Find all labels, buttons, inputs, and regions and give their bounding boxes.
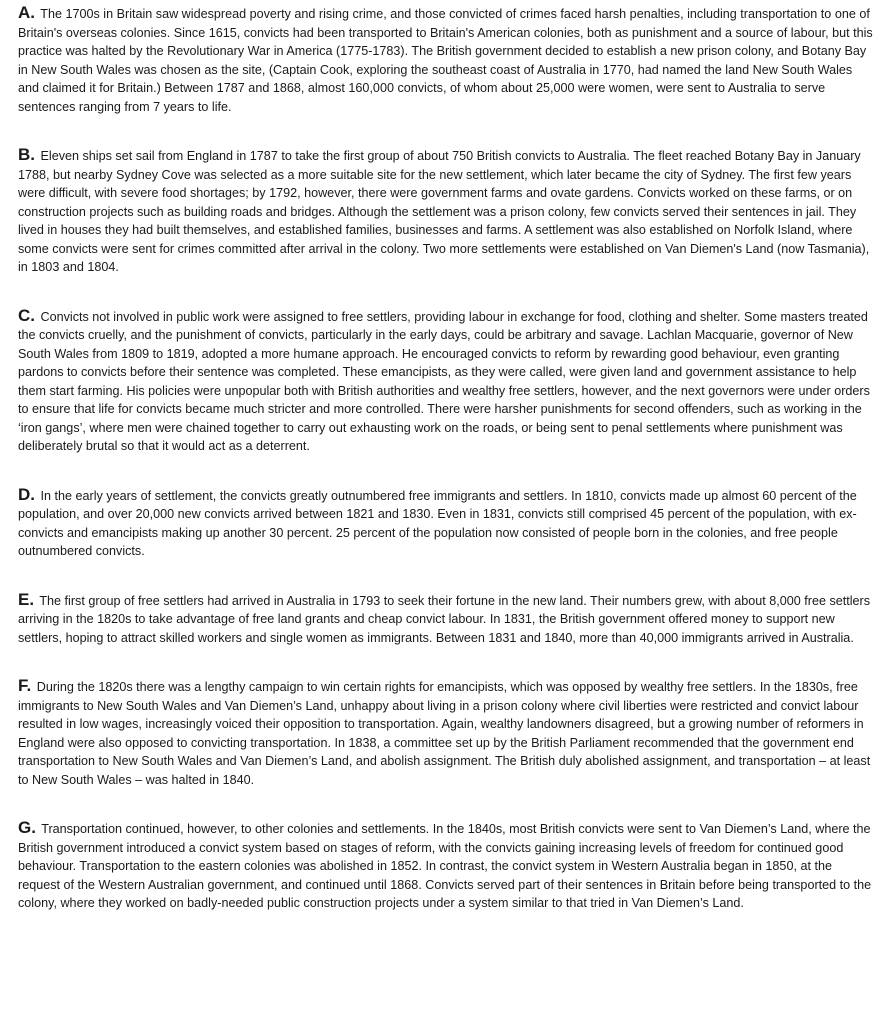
paragraph-e	[18, 591, 875, 648]
paragraph-letter: C.	[18, 305, 35, 325]
paragraph-text: In the early years of settlement, the convicts greatly outnumbered free immigrants and settlers. In 1810, convicts made up almost 60 percent of the population, and over 20,000 new convicts arrived between 1821 and 1830. Even in 1831, convicts still comprised 45 percent of the population, with ex-convicts and emancipists making up another 30 percent. 25 percent of the population now consisted of people born in the colonies, and free people outnumbered convicts.	[18, 488, 857, 558]
paragraph-a	[18, 4, 875, 116]
paragraph-text: Convicts not involved in public work were assigned to free settlers, providing labour in exchange for food, clothing and shelter. Some masters treated the convicts cruelly, and the punishment of convicts, particularly in the early days, could be arbitrary and savage. Lachlan Macquarie, governor of New South Wales from 1809 to 1819, adopted a more humane approach. He encouraged convicts to reform by rewarding good behaviour, even granting pardons to convicts before their sentence was completed. These emancipists, as they were called, were given land and government assistance to help them start farming. His policies were unpopular both with British authorities and wealthy free settlers, however, and the next governors were under orders to ensure that life for convicts became much stricter and more controlled. There were harsher punishments for second offenders, such as working in the ‘iron gangs’, where men were chained together to carry out exhausting work on the roads, or being sent to penal settlements where punishment was deliberately brutal so that it would act as a deterrent.	[18, 309, 870, 453]
paragraph-text: Eleven ships set sail from England in 1787 to take the first group of about 750 British convicts to Australia. The fleet reached Botany Bay in January 1788, but nearby Sydney Cove was selected as a more suitable site for the new settlement, which later became the city of Sydney. The first few years were difficult, with severe food shortages; by 1792, however, there were government farms and ovate gardens. Convicts worked on these farms, or on construction projects such as building roads and bridges. Although the settlement was a prison colony, few convicts served their sentences in jail. They lived in houses they had built themselves, and established families, businesses and farms. A settlement was also established on Norfolk Island, where some convicts were sent for crimes committed after arrival in the colony. Two more settlements were established on Van Diemen's Land (now Tasmania), in 1803 and 1804.	[18, 149, 870, 274]
paragraph-text: The first group of free settlers had arrived in Australia in 1793 to seek their fortune in the new land. Their numbers grew, with about 8,000 free settlers arriving in the 1820s to take advantage of free land grants and cheap convict labour. In 1831, the British government offered money to support new settlers, hoping to attract skilled workers and single women as immigrants. Between 1831 and 1840, more than 40,000 immigrants arrived in Australia.	[18, 593, 871, 645]
paragraph-g	[18, 819, 875, 913]
paragraph-letter: E.	[18, 589, 35, 609]
paragraph-text: During the 1820s there was a lengthy campaign to win certain rights for emancipists, which was opposed by wealthy free settlers. In the 1830s, free immigrants to New South Wales and Van Diemen’s Land, unhappy about living in a prison colony where civil liberties were restricted and convict labour resulted in low wages, increasingly voiced their opposition to transportation. Again, wealthy landowners disagreed, but a growing number of reformers in England were also opposed to convicting transportation. In 1838, a committee set up by the British Parliament recommended that the government end transportation to New South Wales and Van Diemen’s Land, and abolish assignment. The British duly abolished assignment, and transportation – at least to New South Wales – was halted in 1840.	[18, 680, 871, 787]
paragraph-letter: D.	[18, 484, 35, 504]
paragraph-letter: F.	[18, 676, 32, 695]
paragraph-letter: G.	[18, 818, 36, 837]
paragraph-letter: A.	[18, 3, 35, 22]
paragraph-d	[18, 486, 875, 561]
paragraph-f	[18, 677, 875, 789]
paragraph-text: Transportation continued, however, to other colonies and settlements. In the 1840s, most British convicts were sent to Van Diemen’s Land, where the British government introduced a convict system based on stages of reform, with the convicts gaining increasing levels of freedom for continued good behaviour. Transportation to the eastern colonies was abolished in 1852. In contrast, the convict system in Western Australia began in 1850, at the request of the Western Australian government, and continued until 1868. Convicts served part of their sentences in Britain before being transported to the colony, where they worked on badly-needed public construction projects under a system similar to that tried in Van Diemen’s Land.	[18, 822, 872, 910]
paragraph-b	[18, 146, 875, 277]
paragraph-letter: B.	[18, 145, 35, 164]
paragraph-c	[18, 307, 875, 456]
paragraph-text: The 1700s in Britain saw widespread poverty and rising crime, and those convicted of crimes faced harsh penalties, including transportation to one of Britain's overseas colonies. Since 1615, convicts had been transported to Britain's American colonies, both as punishment and a source of labour, but this practice was halted by the Revolutionary War in America (1775-1783). The British government decided to establish a new prison colony, and Botany Bay in New South Wales was chosen as the site, (Captain Cook, exploring the southeast coast of Australia in 1770, had named the land New South Wales and claimed it for Britain.) Between 1787 and 1868, almost 160,000 convicts, of whom about 25,000 were women, were sent to Australia to serve sentences ranging from 7 years to life.	[18, 7, 873, 114]
